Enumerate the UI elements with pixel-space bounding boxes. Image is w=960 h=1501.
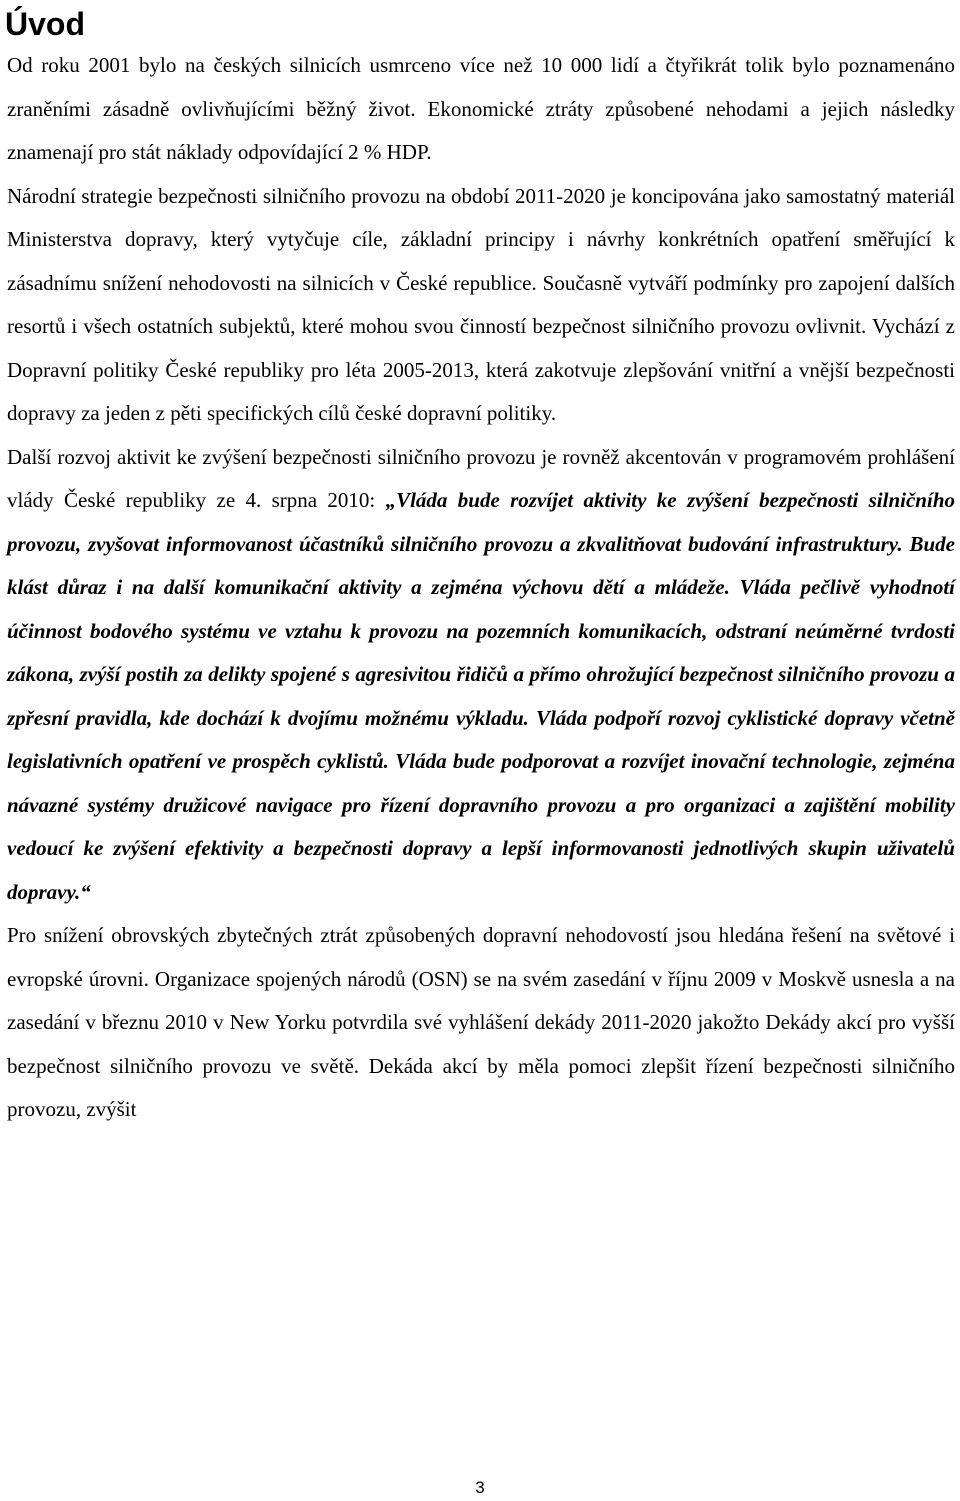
paragraph-government-statement xyxy=(7,436,955,915)
paragraph-road-fatalities: Od roku 2001 bylo na českých silnicích usmrceno více než 10 000 lidí a čtyřikrát tolik bylo poznamenáno zraněními zásadně ovlivňujícími běžný život. Ekonomické ztráty způsobené nehodami a jejich následky znamenají pro stát náklady odpovídající 2 % HDP. xyxy=(7,53,955,164)
government-statement-quote: „Vláda bude rozvíjet aktivity ke zvýšení bezpečnosti silničního provozu, zvyšovat informovanost účastníků silničního provozu a zkvalitňovat budování infrastruktury. Bude klást důraz i na další komunikační aktivity a zejména výchovu dětí a mládeže. Vláda pečlivě vyhodnotí účinnost bodového systému ve vztahu k provozu na pozemních komunikacích, odstraní neúměrné tvrdosti zákona, zvýší postih za delikty spojené s agresivitou řidičů a přímo ohrožující bezpečnost silničního provozu a zpřesní pravidla, kde dochází k dvojímu možnému výkladu. Vláda podpoří rozvoj cyklistické dopravy včetně legislativních opatření ve prospěch cyklistů. Vláda bude podporovat a rozvíjet inovační technologie, zejména návazné systémy družicové navigace pro řízení dopravního provozu a pro organizaci a zajištění mobility vedoucí ke zvýšení efektivity a bezpečnosti dopravy a lepší informovanosti jednotlivých skupin uživatelů dopravy.“ xyxy=(7,488,955,904)
government-statement-intro: Další rozvoj aktivit ke zvýšení bezpečnosti silničního provozu je rovněž akcentován v programovém prohlášení vlády České republiky ze 4. srpna 2010: xyxy=(7,444,955,512)
page-number: 3 xyxy=(475,1478,485,1497)
section-heading: Úvod xyxy=(5,6,85,42)
paragraph-national-strategy: Národní strategie bezpečnosti silničního provozu na období 2011-2020 je koncipována jako samostatný materiál Ministerstva dopravy, který vytyčuje cíle, základní principy i návrhy konkrétních opatření směřující k zásadnímu snížení nehodovosti na silnicích v České republice. Současně vytváří podmínky pro zapojení dalších resortů i všech ostatních subjektů, které mohou svou činností bezpečnost silničního provozu ovlivnit. Vychází z Dopravní politiky České republiky pro léta 2005-2013, která zakotvuje zlepšování vnitřní a vnější bezpečnosti dopravy za jeden z pěti specifických cílů české dopravní politiky. xyxy=(7,183,955,425)
paragraph-international-solutions: Pro snížení obrovských zbytečných ztrát způsobených dopravní nehodovostí jsou hledána řešení na světové i evropské úrovni. Organizace spojených národů (OSN) se na svém zasedání v říjnu 2009 v Moskvě usnesla a na zasedání v březnu 2010 v New Yorku potvrdila své vyhlášení dekády 2011-2020 jakožto Dekády akcí pro vyšší bezpečnost silničního provozu ve světě. Dekáda akcí by měla pomoci zlepšit řízení bezpečnosti silničního provozu, zvýšit xyxy=(7,923,955,1121)
document-page xyxy=(7,0,955,1132)
